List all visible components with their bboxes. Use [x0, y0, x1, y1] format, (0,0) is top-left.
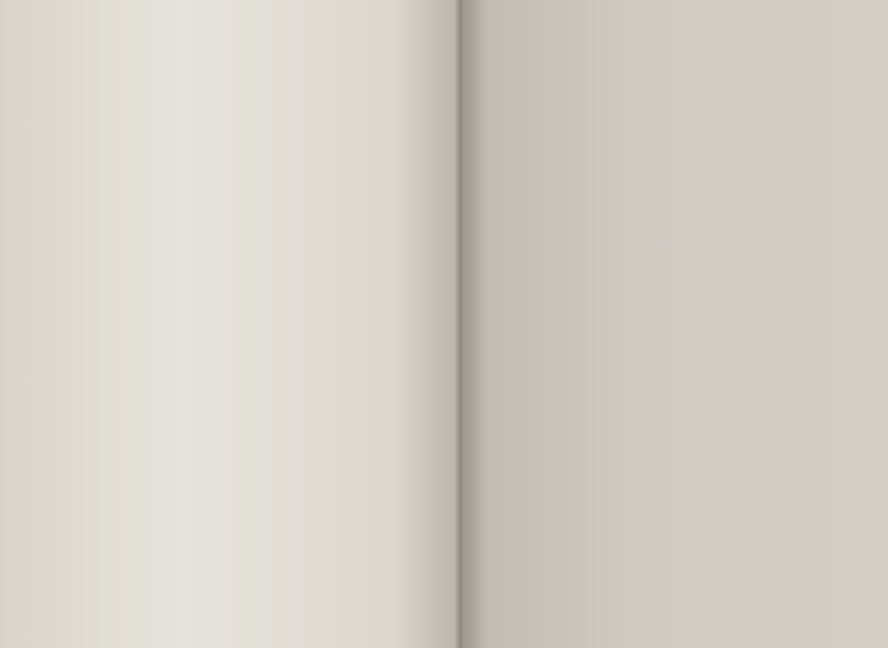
right-page: [462, 0, 888, 648]
